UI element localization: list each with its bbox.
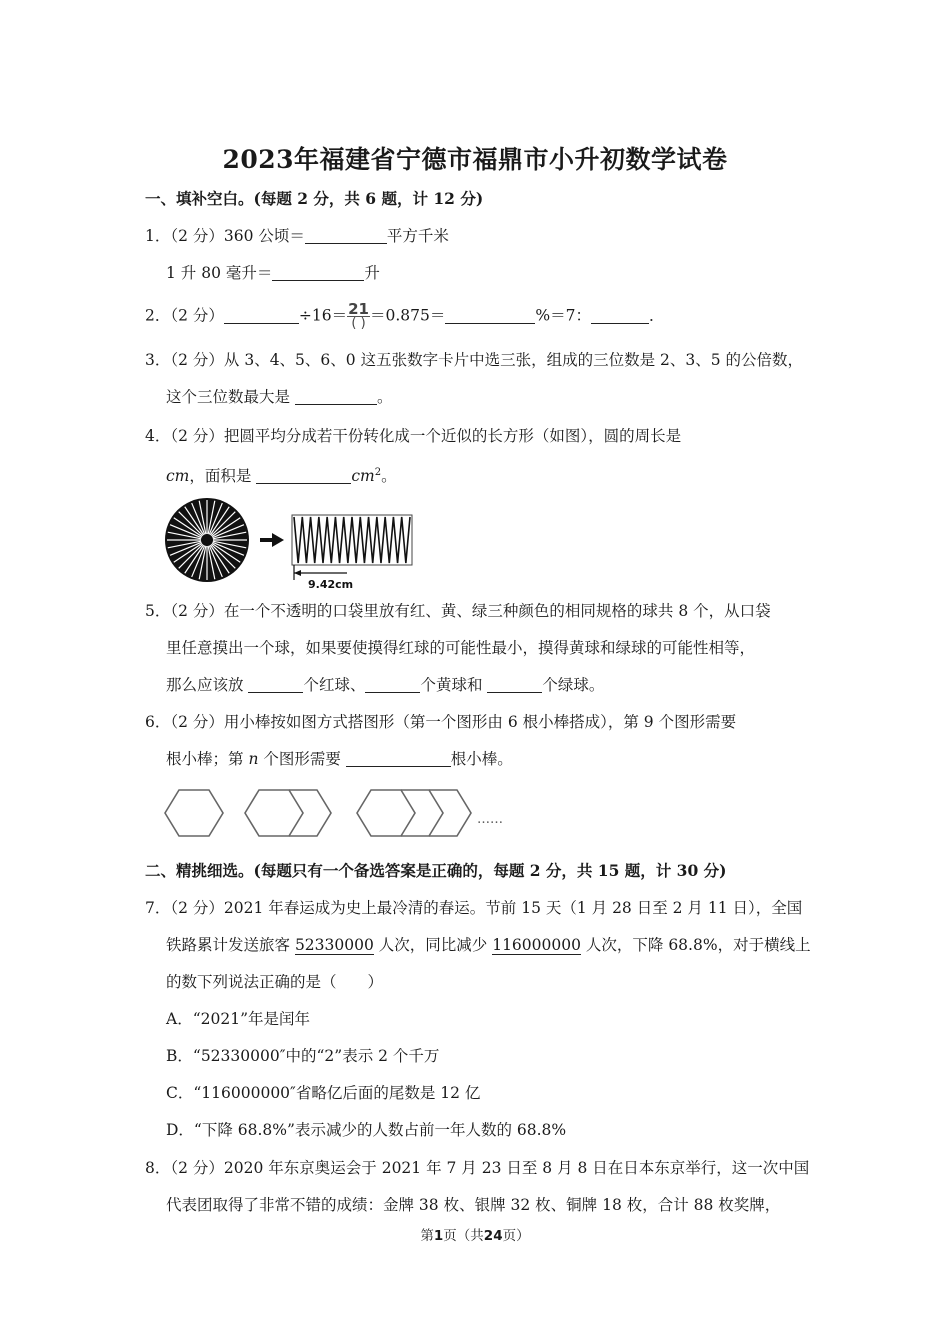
question-text: 人次，同比减少 <box>373 936 493 954</box>
question-2 <box>145 300 665 331</box>
underlined-number: 116000000 <box>492 936 581 954</box>
option-a: A．“2021”年是闰年 <box>166 1010 310 1028</box>
underlined-number: 52330000 <box>294 936 374 954</box>
question-text: 个黄球和 <box>420 676 488 694</box>
question-text: 2．（2 分） <box>145 306 224 325</box>
question-1-line-1 <box>145 225 449 247</box>
footer-text: 页） <box>502 1228 530 1244</box>
answer-blank <box>445 307 535 324</box>
question-text: 个绿球。 <box>542 676 605 694</box>
circle-to-rectangle-figure <box>162 495 432 590</box>
question-text: 1．（2 分）360 公顷＝ <box>145 227 305 245</box>
answer-blank <box>365 676 420 693</box>
question-4-line-1: 4．（2 分）把圆平均分成若干份转化成一个近似的长方形（如图），圆的周长是 <box>145 427 682 445</box>
option-c: C．“116000000″省略亿后面的尾数是 12 亿 <box>166 1084 481 1102</box>
question-3-line-2 <box>166 386 392 408</box>
question-text: ，面积是 <box>189 467 257 486</box>
question-text: ． <box>648 306 665 325</box>
current-page-number: 1 <box>433 1228 444 1244</box>
section-heading-multiple-choice: 二、精挑细选。(每题只有一个备选答案是正确的，每题 2 分，共 15 题，计 30 分) <box>145 861 727 880</box>
question-text: ＝0.875＝ <box>370 306 446 325</box>
fraction-numerator: 21 <box>348 300 369 318</box>
question-7-line-2 <box>166 934 811 956</box>
arrow-right-icon <box>260 533 284 547</box>
hexagon-figure-1 <box>165 790 223 836</box>
page-footer <box>0 1224 950 1244</box>
continuation-dots: …… <box>477 812 503 827</box>
question-text: 1 升 80 毫升＝ <box>166 264 273 282</box>
question-text: 这个三位数最大是 <box>166 388 295 406</box>
option-b: B．“52330000″中的“2”表示 2 个千万 <box>166 1047 440 1065</box>
question-8-line-2: 代表团取得了非常不错的成绩：金牌 38 枚、银牌 32 枚、铜牌 18 枚，合计 88 枚奖牌， <box>166 1196 781 1214</box>
option-d: D．“下降 68.8%”表示减少的人数占前一年人数的 68.8% <box>166 1121 567 1139</box>
footer-text: 页（共 <box>443 1228 484 1244</box>
fraction-denominator: ( ) <box>351 316 366 331</box>
answer-blank <box>224 307 299 324</box>
question-text: 根小棒；第 <box>166 750 249 768</box>
answer-blank <box>295 388 377 405</box>
answer-blank <box>487 676 542 693</box>
question-3-line-1: 3．（2 分）从 3、4、5、6、0 这五张数字卡片中选三张，组成的三位数是 2、3、5 的公倍数， <box>145 351 804 369</box>
question-text: 个图形需要 <box>258 750 346 768</box>
divided-circle-icon <box>165 498 249 582</box>
question-6-line-1: 6．（2 分）用小棒按如图方式搭图形（第一个图形由 6 根小棒搭成），第 9 个图形需要 <box>145 713 737 731</box>
answer-blank <box>272 264 364 281</box>
hexagon-figure-2 <box>245 790 331 836</box>
question-text: 平方千米 <box>386 227 449 245</box>
variable-n: n <box>248 750 259 768</box>
question-text: %＝7： <box>535 306 591 325</box>
question-4-line-2 <box>166 462 397 487</box>
question-text: 人次，下降 68.8%，对于横线上 <box>580 936 811 954</box>
question-7-line-3: 的数下列说法正确的是（ ） <box>166 973 384 991</box>
question-text: 根小棒。 <box>450 750 513 768</box>
question-5-line-1: 5．（2 分）在一个不透明的口袋里放有红、黄、绿三种颜色的相同规格的球共 8 个，从口袋 <box>145 602 771 620</box>
answer-blank <box>346 750 451 767</box>
question-8-line-1: 8．（2 分）2020 年东京奥运会于 2021 年 7 月 23 日至 8 月 8 日在日本东京举行，这一次中国 <box>145 1159 810 1177</box>
section-heading-fill-blank: 一、填补空白。(每题 2 分，共 6 题，计 12 分) <box>145 189 484 208</box>
answer-blank <box>256 467 351 484</box>
unit-exponent: 2 <box>374 467 382 478</box>
question-5-line-2: 里任意摸出一个球，如果要使摸得红球的可能性最小，摸得黄球和绿球的可能性相等， <box>166 639 756 657</box>
question-text: 。 <box>381 467 397 486</box>
unit-cm: cm <box>351 467 375 486</box>
hexagon-stick-figure <box>160 785 520 845</box>
page-title: 2023年福建省宁德市福鼎市小升初数学试卷 <box>222 145 728 174</box>
figure-length-label: 9.42cm <box>308 578 354 590</box>
question-7-line-1: 7．（2 分）2021 年春运成为史上最冷清的春运。节前 15 天（1 月 28 日至 2 月 11 日），全国 <box>145 899 803 917</box>
answer-blank <box>305 227 387 244</box>
question-text: 那么应该放 <box>166 676 249 694</box>
question-6-line-2 <box>166 748 513 770</box>
question-text: 个红球、 <box>303 676 366 694</box>
question-1-line-2 <box>166 262 380 284</box>
question-text: 升 <box>364 264 380 282</box>
question-5-line-3 <box>166 674 604 696</box>
footer-text: 第 <box>420 1228 434 1244</box>
question-text: 。 <box>376 388 393 406</box>
fraction <box>347 300 370 331</box>
unit-cm: cm <box>166 467 190 486</box>
approx-rectangle-icon <box>292 515 412 565</box>
question-text: ÷16＝ <box>298 306 348 325</box>
answer-blank <box>248 676 303 693</box>
answer-blank <box>591 307 649 324</box>
hexagon-figure-3 <box>357 790 471 836</box>
total-page-count: 24 <box>483 1228 503 1244</box>
question-text: 铁路累计发送旅客 <box>166 936 295 954</box>
